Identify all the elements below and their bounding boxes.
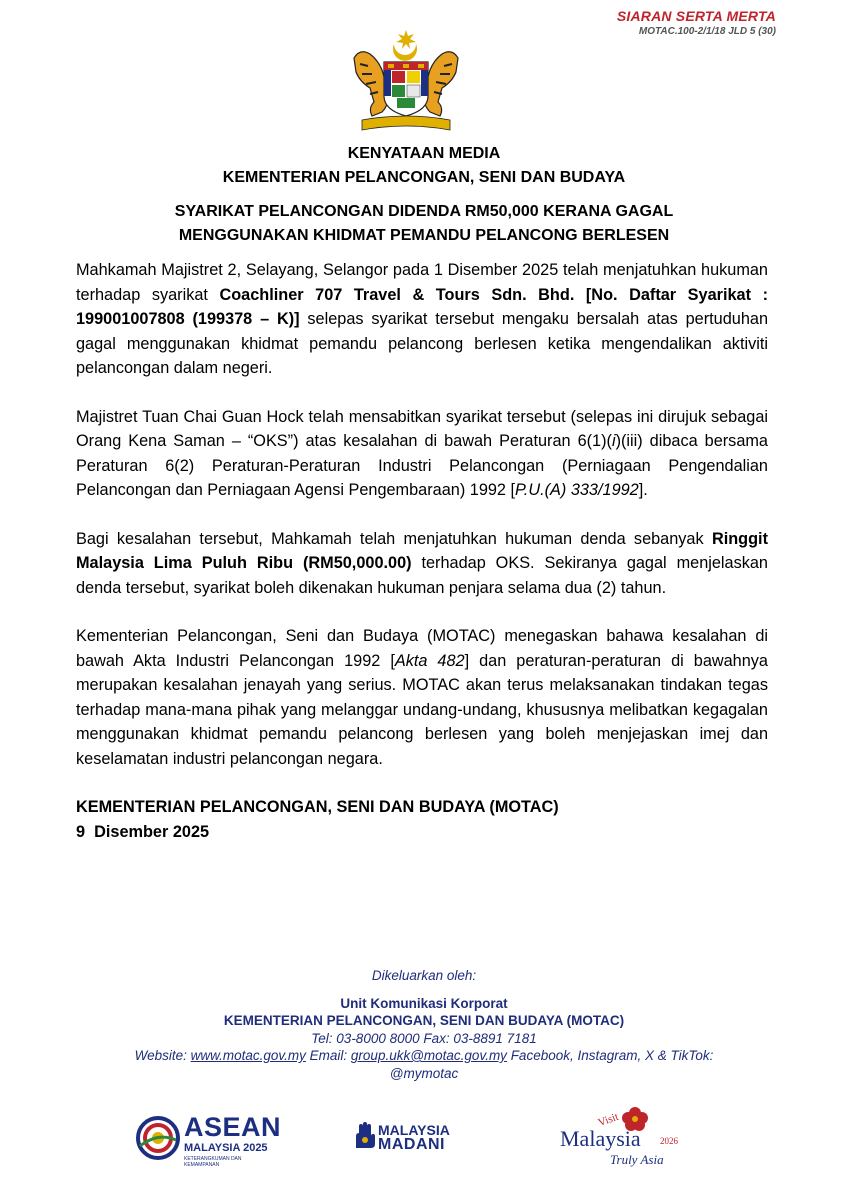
headline-line-2: MENGGUNAKAN KHIDMAT PEMANDU PELANCONG BERLESEN xyxy=(178,227,670,244)
truly-asia-tagline: Truly Asia xyxy=(610,1152,664,1167)
asean-title: ASEAN xyxy=(184,1112,282,1142)
contact-tel: Tel: 03-8000 8000 Fax: 03-8891 7181 xyxy=(311,1030,537,1046)
email-label: Email: xyxy=(305,1048,351,1063)
malaysia-madani-logo xyxy=(354,1118,484,1158)
asean-tagline: KETERANGKUMAN DAN KEMAMPANAN xyxy=(184,1156,242,1168)
coat-of-arms-icon xyxy=(344,28,468,138)
p2-text-end: ]. xyxy=(638,481,648,499)
ministry-name: KEMENTERIAN PELANCONGAN, SENI DAN BUDAYA xyxy=(222,169,626,186)
paragraph-4 xyxy=(76,624,768,771)
madani-line-1: MALAYSIA xyxy=(378,1122,450,1138)
signoff-org: KEMENTERIAN PELANCONGAN, SENI DAN BUDAYA (MOTAC) xyxy=(76,798,559,816)
p2-italic-i: i xyxy=(611,432,616,450)
visit-year: 2026 xyxy=(660,1136,678,1146)
malaysia-coat-of-arms-logo xyxy=(344,28,468,138)
pu-reference: P.U.(A) 333/1992 xyxy=(515,481,639,499)
p4-text-end: ] dan peraturan-peraturan di bawahnya merupakan kesalahan jenayah yang serius. MOTAC akan terus melaksanakan tindakan tegas terhadap mana-mana pihak yang melanggar undang-undang, khususnya melibatkan kegagalan menggunakan khidmat pemandu pelancong berlesen yang boleh menjejaskan imej dan keselamatan industri pelancongan negara. xyxy=(76,651,768,768)
website-link[interactable]: www.motac.gov.my xyxy=(190,1048,306,1063)
fine-amount: Ringgit Malaysia Lima Puluh Ribu (RM50,000.00) xyxy=(76,529,768,572)
p4-text: Kementerian Pelancongan, Seni dan Budaya (MOTAC) menegaskan bahawa kesalahan di bawah Akta Industri Pelancongan 1992 [ xyxy=(76,627,768,670)
paragraph-3 xyxy=(76,527,768,601)
social-handle: @mymotac xyxy=(389,1065,459,1081)
unit-name: Unit Komunikasi Korporat xyxy=(340,995,508,1011)
p1-text-end: selepas syarikat tersebut mengaku bersalah atas pertuduhan gagal menggunakan khidmat pemandu pelancong berlesen ketika mengendalikan aktiviti pelancongan dalam negeri. xyxy=(76,310,769,377)
paragraph-2 xyxy=(76,405,768,503)
asean-emblem-icon xyxy=(136,1116,180,1160)
siaran-label: SIARAN SERTA MERTA xyxy=(616,8,776,24)
visit-malaysia-wordmark: Malaysia xyxy=(560,1126,641,1151)
company-name: Coachliner 707 Travel & Tours Sdn. Bhd. [No. Daftar Syarikat : 199001007808 (199378 – K)] xyxy=(76,285,768,328)
issuer-footer xyxy=(0,967,848,1082)
reference-number: MOTAC.100-2/1/18 JLD 5 (30) xyxy=(638,26,776,37)
statement-type: KENYATAAN MEDIA xyxy=(347,145,501,162)
asean-malaysia-2025-logo xyxy=(136,1112,282,1168)
release-header xyxy=(617,8,776,37)
headline-line-1: SYARIKAT PELANCONGAN DIDENDA RM50,000 KERANA GAGAL xyxy=(174,203,674,220)
p2-text-mid: )(iii) dibaca bersama Peraturan 6(2) Peraturan-Peraturan Industri Pelancongan (Perniagaan Pengendalian Pelancongan dan Perniagaan Agensi Pengembaraan) 1992 [ xyxy=(76,432,768,499)
email-link[interactable]: group.ukk@motac.gov.my xyxy=(350,1048,507,1063)
social-label: Facebook, Instagram, X & TikTok: xyxy=(506,1048,714,1063)
madani-hand-icon xyxy=(354,1122,376,1150)
visit-malaysia-2026-logo xyxy=(556,1106,706,1170)
p1-text: Mahkamah Majistret 2, Selayang, Selangor pada 1 Disember 2025 telah menjatuhkan hukuman terhadap syarikat xyxy=(76,261,768,304)
p3-text-end: terhadap OKS. Sekiranya gagal menjelaskan denda tersebut, syarikat boleh dikenakan hukuman penjara selama dua (2) tahun. xyxy=(76,554,768,597)
act-reference: Akta 482 xyxy=(394,651,465,670)
signoff-date: 9 Disember 2025 xyxy=(76,822,210,841)
visit-label: Visit xyxy=(596,1110,621,1130)
footer-ministry: KEMENTERIAN PELANCONGAN, SENI DAN BUDAYA (MOTAC) xyxy=(223,1013,625,1028)
p3-text: Bagi kesalahan tersebut, Mahkamah telah menjatuhkan hukuman denda sebanyak xyxy=(76,529,712,548)
p2-text: Majistret Tuan Chai Guan Hock telah mensabitkan syarikat tersebut (selepas ini dirujuk sebagai Orang Kena Saman – “OKS”) atas kesalahan di bawah Peraturan 6(1)( xyxy=(76,407,768,450)
website-label: Website: xyxy=(134,1048,191,1063)
issued-by-label: Dikeluarkan oleh: xyxy=(371,968,477,983)
statement-headline xyxy=(0,200,848,248)
statement-body xyxy=(76,258,768,844)
asean-subtitle: MALAYSIA 2025 xyxy=(184,1142,268,1154)
paragraph-1 xyxy=(76,258,768,381)
media-statement-heading xyxy=(0,142,848,190)
madani-line-2: MADANI xyxy=(378,1136,445,1153)
